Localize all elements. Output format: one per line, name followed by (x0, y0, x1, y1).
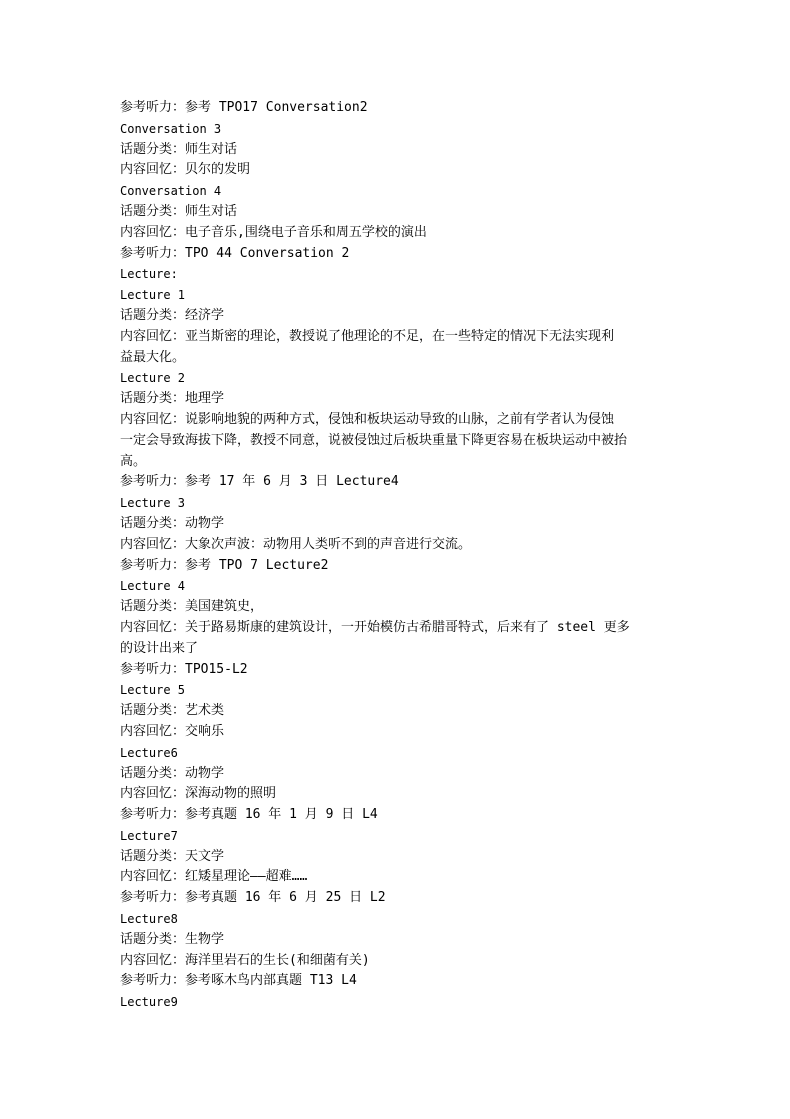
text-line: 话题分类：生物学 (120, 931, 225, 947)
text-line: 参考听力：参考真题 16 年 6 月 25 日 L2 (120, 890, 386, 906)
text-line: 话题分类：艺术类 (120, 703, 225, 719)
text-line: 话题分类：师生对话 (120, 203, 238, 219)
text-line: 话题分类：经济学 (120, 307, 225, 323)
text-line: 益最大化。 (120, 349, 186, 365)
text-line: 话题分类：师生对话 (120, 141, 238, 157)
text-line: 内容回忆：贝尔的发明 (120, 162, 251, 178)
text-line: 内容回忆：海洋里岩石的生长(和细菌有关) (120, 952, 370, 968)
section-heading: Lecture 5 (120, 683, 186, 698)
section-heading: Lecture9 (120, 995, 178, 1010)
section-heading: Lecture6 (120, 745, 178, 760)
section-heading: Lecture 2 (120, 371, 186, 386)
section-heading: Lecture 1 (120, 288, 186, 303)
text-line: 内容回忆：大象次声波：动物用人类听不到的声音进行交流。 (120, 536, 472, 552)
text-line: 的设计出来了 (120, 640, 199, 656)
text-line: 内容回忆：电子音乐,围绕电子音乐和周五学校的演出 (120, 224, 427, 240)
text-line: 内容回忆：亚当斯密的理论，教授说了他理论的不足，在一些特定的情况下无法实现利 (120, 328, 615, 344)
text-line: 一定会导致海拔下降，教授不同意，说被侵蚀过后板块重量下降更容易在板块运动中被抬 (120, 432, 628, 448)
section-heading: Lecture7 (120, 828, 178, 843)
section-heading: Lecture 4 (120, 579, 186, 594)
text-line: 参考听力：TPO15-L2 (120, 661, 248, 677)
section-heading: Lecture8 (120, 912, 178, 927)
text-line: 参考听力：TPO 44 Conversation 2 (120, 245, 350, 261)
text-line: 内容回忆：深海动物的照明 (120, 786, 277, 802)
text-line: 话题分类：天文学 (120, 848, 225, 864)
text-line: 内容回忆：交响乐 (120, 723, 225, 739)
text-line: 内容回忆：说影响地貌的两种方式，侵蚀和板块运动导致的山脉，之前有学者认为侵蚀 (120, 411, 615, 427)
text-line: 内容回忆：红矮星理论——超难…… (120, 869, 308, 885)
text-line: 话题分类：动物学 (120, 515, 225, 531)
text-line: 参考听力：参考啄木鸟内部真题 T13 L4 (120, 973, 357, 989)
text-line: 内容回忆：关于路易斯康的建筑设计，一开始模仿古希腊哥特式，后来有了 steel 更多 (120, 619, 630, 635)
text-line: 话题分类：美国建筑史， (120, 599, 264, 615)
text-line: 参考听力：参考 17 年 6 月 3 日 Lecture4 (120, 474, 399, 490)
document-page (120, 98, 670, 1013)
section-heading: Lecture 3 (120, 496, 186, 511)
section-heading: Lecture: (120, 267, 178, 282)
text-line: 参考听力：参考 TPO 7 Lecture2 (120, 557, 329, 573)
text-line: 参考听力：参考真题 16 年 1 月 9 日 L4 (120, 807, 378, 823)
text-line: 参考听力：参考 TPO17 Conversation2 (120, 100, 368, 115)
text-line: 高。 (120, 453, 147, 469)
section-heading: Conversation 3 (120, 121, 222, 136)
section-heading: Conversation 4 (120, 184, 222, 199)
text-line: 话题分类：地理学 (120, 391, 225, 407)
text-line: 话题分类：动物学 (120, 765, 225, 781)
